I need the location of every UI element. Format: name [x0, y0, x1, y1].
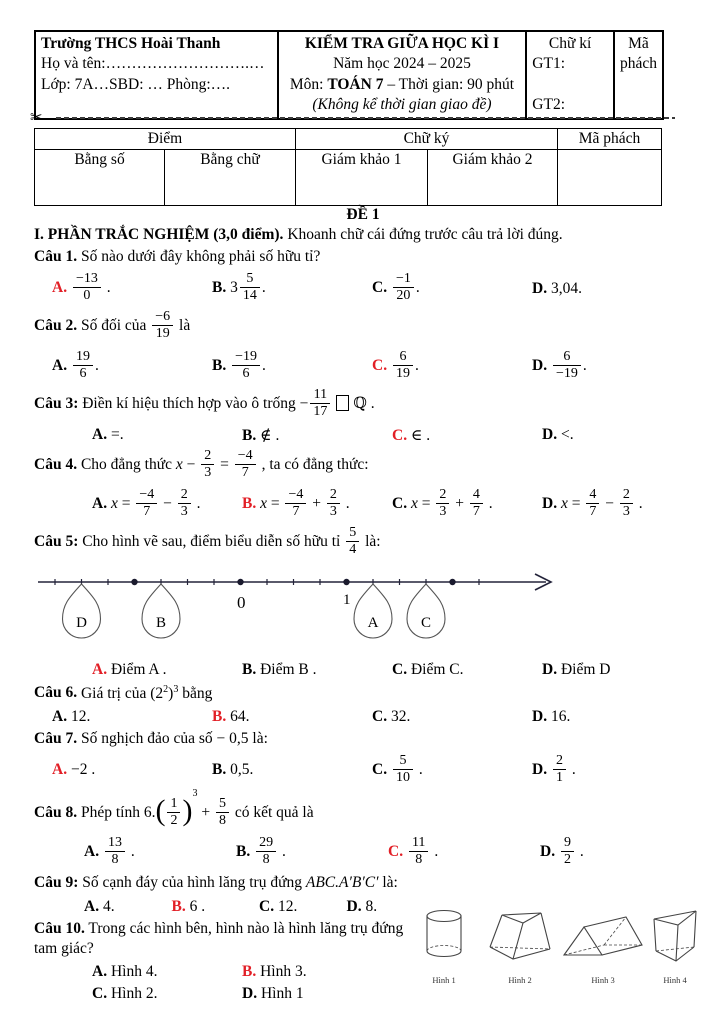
answer-option: C. x = $\frac{2}{3}$ + $\frac{4}{7}$ .: [392, 487, 493, 520]
question-4-label: Câu 4.: [34, 456, 78, 474]
gt2-label: GT2:: [532, 95, 565, 113]
exam-title: KIỂM TRA GIỮA HỌC KÌ I: [304, 35, 500, 52]
horizontal-prism-shape: [564, 917, 642, 955]
school-name: Trường THCS Hoài Thanh: [41, 35, 221, 52]
answer-option: B. 6 .: [171, 897, 206, 915]
dashed-line: [56, 117, 675, 119]
header-exam-cell: [278, 31, 527, 119]
signature-header: Chữ ký: [296, 129, 558, 150]
question-6-label: Câu 6.: [34, 684, 78, 702]
answer-option: B. $\frac{29}{8}$ .: [236, 835, 286, 868]
answer-option: A. $\frac{13}{8}$ .: [84, 835, 135, 868]
answer-option: B. 0,5.: [212, 761, 254, 779]
cut-line: [30, 108, 675, 128]
question-3-label: Câu 3:: [34, 394, 79, 412]
question-1: [34, 247, 692, 306]
question-7-answers: [34, 753, 692, 788]
answer-option: C. ∈ .: [392, 426, 431, 444]
answer-option: D. Điểm D: [542, 661, 611, 679]
answer-option: D. $\frac{6}{-19}$ .: [532, 348, 587, 381]
question-2: [34, 309, 692, 383]
score-header: Điểm: [35, 129, 296, 150]
exam-code-title: ĐỀ 1: [346, 206, 380, 223]
answer-option: D. 3,04.: [532, 279, 582, 297]
section-heading: I. PHẦN TRẮC NGHIỆM (3,0 điểm). Khoanh chữ cái đứng trước câu trả lời đúng.: [34, 226, 563, 243]
question-2-answers: [34, 349, 692, 384]
score-by-number-cell: Bằng số: [35, 150, 165, 206]
question-5-label: Câu 5:: [34, 533, 79, 551]
question-4-answers: [34, 487, 692, 522]
answer-option: B. $\frac{-19}{6}$ .: [212, 348, 266, 381]
answer-option: D. 8.: [346, 897, 378, 915]
question-10-label: Câu 10.: [34, 919, 85, 937]
cylinder-shape: [427, 910, 461, 956]
exam-content: [34, 206, 692, 1005]
header-signature-cell: [526, 31, 614, 119]
answer-option: D. Hình 1: [242, 984, 304, 1002]
answer-option: B. Điểm B .: [242, 661, 317, 679]
point-marker-b: B: [155, 615, 167, 632]
answer-option: A. $\frac{19}{6}$ .: [52, 348, 99, 381]
question-6-text: Giá trị của $(2^2)^3$ bằng: [77, 683, 213, 702]
answer-option: C. $\frac{6}{19}$ .: [372, 348, 419, 381]
answer-option: A. $\frac{-13}{0}$ .: [52, 271, 111, 304]
answer-option: C. $\frac{-1}{20}$ .: [372, 271, 420, 304]
scissors-icon: ✂: [30, 108, 43, 126]
answer-option: A. −2 .: [52, 761, 96, 779]
score-by-words-cell: Bằng chữ: [165, 150, 296, 206]
question-5-text: Cho hình vẽ sau, điểm biểu diễn số hữu tỉ $\frac{5}{4}$ là:: [78, 525, 381, 558]
numberline-zero-label: 0: [237, 593, 246, 613]
answer-option: A. =.: [92, 426, 124, 444]
answer-option: B. Hình 3.: [242, 962, 307, 980]
question-10-answers-row2: [34, 985, 406, 1003]
answer-option: B. 3 $\frac{5}{14}$ .: [212, 271, 266, 304]
score-table: [34, 128, 662, 206]
answer-option: D. $\frac{9}{2}$ .: [540, 835, 584, 868]
figure-3-label: Hình 3: [591, 974, 615, 985]
question-8-label: Câu 8.: [34, 804, 78, 822]
vertical-prism-shape: [654, 911, 696, 961]
answer-option: A. Hình 4.: [92, 962, 158, 980]
point-marker-c: C: [420, 615, 432, 632]
answer-option: D. <.: [542, 426, 574, 444]
answer-option: C. 12.: [259, 897, 298, 915]
question-4: [34, 448, 692, 522]
question-7: [34, 729, 692, 788]
question-7-text: Số nghịch đảo của số − 0,5 là:: [77, 729, 268, 747]
answer-option: D. $\frac{2}{1}$ .: [532, 752, 576, 785]
question-2-text: Số đối của $\frac{-6}{19}$ là: [77, 309, 191, 342]
point-marker-a: A: [367, 615, 379, 632]
examiner1-cell: Giám khảo 1: [296, 150, 428, 206]
code-label: Mã phách: [619, 35, 657, 73]
code-blank-cell: [558, 150, 662, 206]
answer-option: C. $\frac{5}{10}$ .: [372, 752, 423, 785]
figure-1-label: Hình 1: [432, 974, 456, 985]
question-10-text: Trong các hình bên, hình nào là hình lăng trụ đứng tam giác?: [34, 919, 404, 957]
header-school-cell: [35, 31, 278, 119]
answer-option: C. $\frac{11}{8}$ .: [388, 835, 439, 868]
answer-option: C. Điểm C.: [392, 661, 464, 679]
question-8-text: Phép tính 6.( $\frac{1}{2}$ )$^3$ + $\frac{5}{8}$ có kết quả là: [77, 788, 314, 829]
question-3-answers: [34, 426, 692, 445]
signature-label: Chữ kí: [548, 35, 592, 52]
gt1-label: GT1:: [532, 55, 565, 73]
header-code-cell: [614, 31, 663, 119]
question-5: [34, 525, 692, 679]
question-2-label: Câu 2.: [34, 317, 78, 335]
subject-line: Môn: TOÁN 7 – Thời gian: 90 phút: [289, 75, 515, 93]
question-9-text: Số cạnh đáy của hình lăng trụ đứng ABC.A′B′C′ là:: [78, 874, 398, 892]
answer-option: A. Điểm A .: [92, 661, 167, 679]
answer-option: A. 12.: [52, 707, 91, 725]
solids-figure: [406, 903, 692, 1005]
answer-option: B. ∉ .: [242, 426, 280, 444]
answer-option: C. Hình 2.: [92, 984, 158, 1002]
answer-option: D. 16.: [532, 707, 571, 725]
question-7-label: Câu 7.: [34, 729, 78, 747]
question-3-text: Điền kí hiệu thích hợp vào ô trống − $\frac{11}{17}$ ℚ .: [78, 386, 375, 419]
figure-4-label: Hình 4: [663, 974, 687, 985]
answer-option: C. 32.: [372, 707, 411, 725]
question-4-text: Cho đẳng thức x − $\frac{2}{3}$ = $\frac{-4}{7}$ , ta có đẳng thức:: [77, 447, 369, 480]
examiner2-cell: Giám khảo 2: [428, 150, 558, 206]
school-year: Năm học 2024 – 2025: [333, 55, 471, 73]
question-8-answers: [34, 835, 692, 870]
question-6-answers: [34, 708, 692, 726]
figure-2-label: Hình 2: [508, 974, 532, 985]
answer-option: A. x = $\frac{-4}{7}$ − $\frac{2}{3}$ .: [92, 487, 201, 520]
answer-option: B. 64.: [212, 707, 250, 725]
point-marker-d: D: [76, 615, 87, 632]
question-10: [34, 919, 692, 1005]
frustum-shape: [490, 913, 550, 959]
code-header: Mã phách: [558, 129, 662, 150]
question-1-label: Câu 1.: [34, 248, 78, 265]
question-1-text: Số nào dưới đây không phải số hữu tỉ?: [77, 248, 321, 265]
question-9-answers: [34, 898, 434, 916]
question-3: [34, 387, 692, 445]
question-6: [34, 682, 692, 725]
answer-option: B. x = $\frac{-4}{7}$ + $\frac{2}{3}$ .: [242, 487, 350, 520]
question-10-answers-row1: [34, 963, 406, 981]
time-note: (Không kể thời gian giao đề): [312, 96, 492, 114]
header-table: [34, 30, 664, 120]
question-5-answers: [34, 661, 692, 679]
class-line: Lớp: 7A…SBD: … Phòng:….: [41, 75, 231, 93]
question-1-answers: [34, 271, 692, 306]
question-8: [34, 788, 692, 870]
numberline-one-label: 1: [343, 592, 351, 609]
answer-option: D. x = $\frac{4}{7}$ − $\frac{2}{3}$ .: [542, 487, 643, 520]
student-name-line: Họ và tên:……………………….…: [41, 55, 265, 73]
answer-option: A. 4.: [84, 897, 115, 915]
numberline-figure: [30, 564, 692, 657]
question-9-label: Câu 9:: [34, 874, 79, 892]
subject-name: TOÁN 7: [327, 75, 384, 93]
